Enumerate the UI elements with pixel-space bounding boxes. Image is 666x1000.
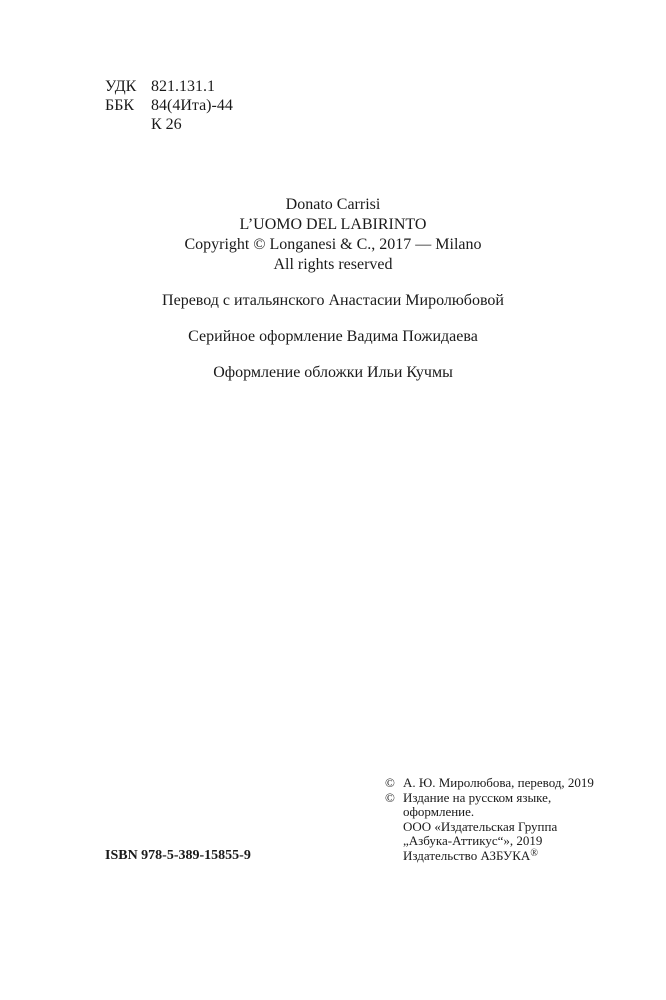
publisher-line3 [385, 849, 594, 864]
cover-design-credit: Оформление обложки Ильи Кучмы [213, 364, 453, 381]
registered-mark-icon: ® [530, 847, 538, 859]
copyright-symbol: © [385, 775, 395, 790]
bbk-label: ББК [105, 97, 135, 114]
publisher-line2: „Азбука-Аттикус“», 2019 [403, 833, 543, 848]
series-design-credit: Серийное оформление Вадима Пожидаева [188, 328, 478, 345]
original-author: Donato Carrisi [285, 196, 381, 213]
bbk-row [105, 96, 233, 115]
publisher-name: Издательство АЗБУКА [403, 847, 531, 863]
library-classification [105, 77, 233, 134]
copyright-symbol: © [385, 789, 395, 805]
translation-copyright [385, 776, 594, 791]
bbk-value: 84(4Ита)-44 [151, 97, 233, 114]
translation-notice: А. Ю. Миролюбова, перевод, 2019 [403, 775, 594, 790]
udk-row [105, 77, 233, 96]
udk-value: 821.131.1 [151, 78, 215, 95]
contributors [0, 291, 666, 399]
rights-reserved: All rights reserved [273, 256, 393, 273]
edition-notice-line2: оформление. [403, 804, 475, 819]
original-credits [0, 195, 666, 275]
publisher-line1: ООО «Издательская Группа [403, 818, 558, 834]
original-title: L’UOMO DEL LABIRINTO [239, 216, 427, 233]
isbn: ISBN 978-5-389-15855-9 [105, 848, 251, 863]
udk-label: УДК [105, 78, 137, 95]
edition-copyright [385, 791, 594, 806]
copyright-notices [385, 776, 594, 863]
author-mark: К 26 [151, 116, 182, 133]
edition-notice-line1: Издание на русском языке, [403, 789, 552, 805]
original-copyright: Copyright © Longanesi & C., 2017 — Milano [184, 236, 482, 253]
translation-credit: Перевод с итальянского Анастасии Миролюбовой [162, 292, 504, 309]
